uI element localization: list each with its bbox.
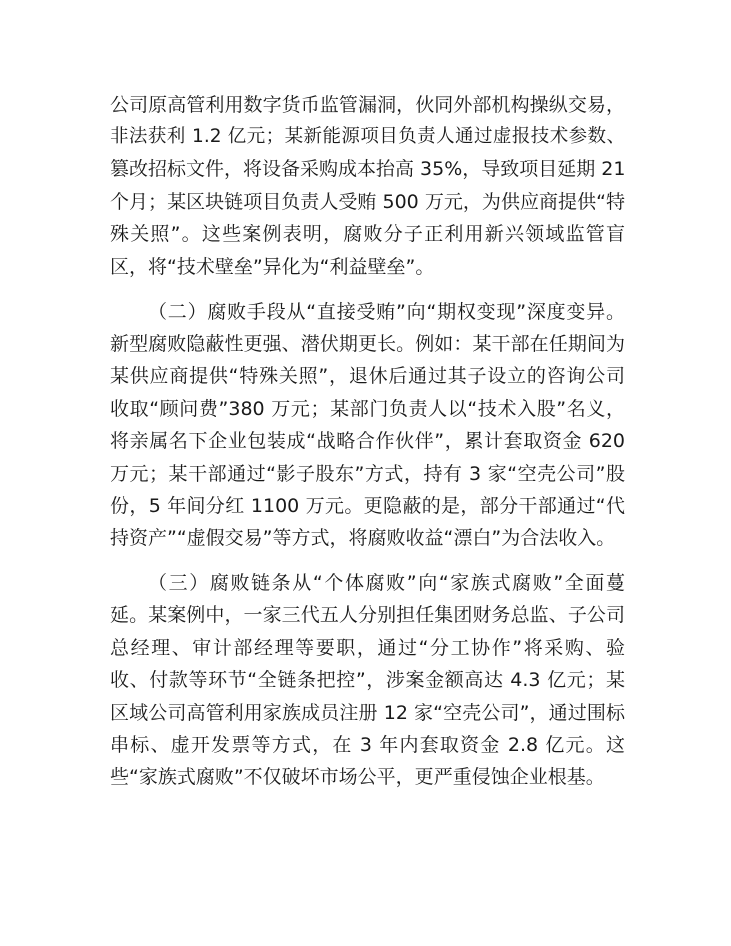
text-line: 万元；某干部通过“影子股东”方式，持有 3 家“空壳公司”股 [110, 463, 625, 485]
text-line: 份，5 年间分红 1100 万元。更隐蔽的是，部分干部通过“代 [110, 495, 625, 517]
section-heading-2: （二）腐败手段从“直接受贿”向“期权变现”深度变异。 [148, 301, 625, 323]
section-heading-3: （三）腐败链条从“个体腐败”向“家族式腐败”全面蔓 [148, 572, 625, 594]
text-line: 收、付款等环节“全链条把控”，涉案金额高达 4.3 亿元；某 [110, 669, 625, 691]
text-line: 延。某案例中，一家三代五人分别担任集团财务总监、子公司 [110, 604, 625, 626]
text-line: 殊关照”。这些案例表明，腐败分子正利用新兴领域监管盲 [110, 223, 625, 245]
text-line: 总经理、审计部经理等要职，通过“分工协作”将采购、验 [110, 637, 625, 659]
text-line: 非法获利 1.2 亿元；某新能源项目负责人通过虚报技术参数、 [110, 126, 625, 147]
text-line: 收取“顾问费”380 万元；某部门负责人以“技术入股”名义， [110, 398, 625, 420]
text-line: 个月；某区块链项目负责人受贿 500 万元，为供应商提供“特 [110, 191, 625, 213]
text-line: 些“家族式腐败”不仅破坏市场公平，更严重侵蚀企业根基。 [110, 766, 605, 788]
text-line: 篡改招标文件，将设备采购成本抬高 35%，导致项目延期 21 [110, 158, 626, 180]
text-line: 某供应商提供“特殊关照”，退休后通过其子设立的咨询公司 [110, 365, 625, 387]
text-line: 将亲属名下企业包装成“战略合作伙伴”，累计套取资金 620 [110, 430, 625, 452]
text-line: 新型腐败隐蔽性更强、潜伏期更长。例如：某干部在任期间为 [110, 333, 625, 355]
text-line: 串标、虚开发票等方式，在 3 年内套取资金 2.8 亿元。这 [110, 734, 625, 756]
text-line: 持资产”“虚假交易”等方式，将腐败收益“漂白”为合法收入。 [110, 527, 616, 549]
text-line: 区域公司高管利用家族成员注册 12 家“空壳公司”，通过围标 [110, 702, 625, 724]
text-line: 区，将“技术壁垒”异化为“利益壁垒”。 [110, 256, 435, 278]
text-line: 公司原高管利用数字货币监管漏洞，伙同外部机构操纵交易， [110, 94, 625, 116]
